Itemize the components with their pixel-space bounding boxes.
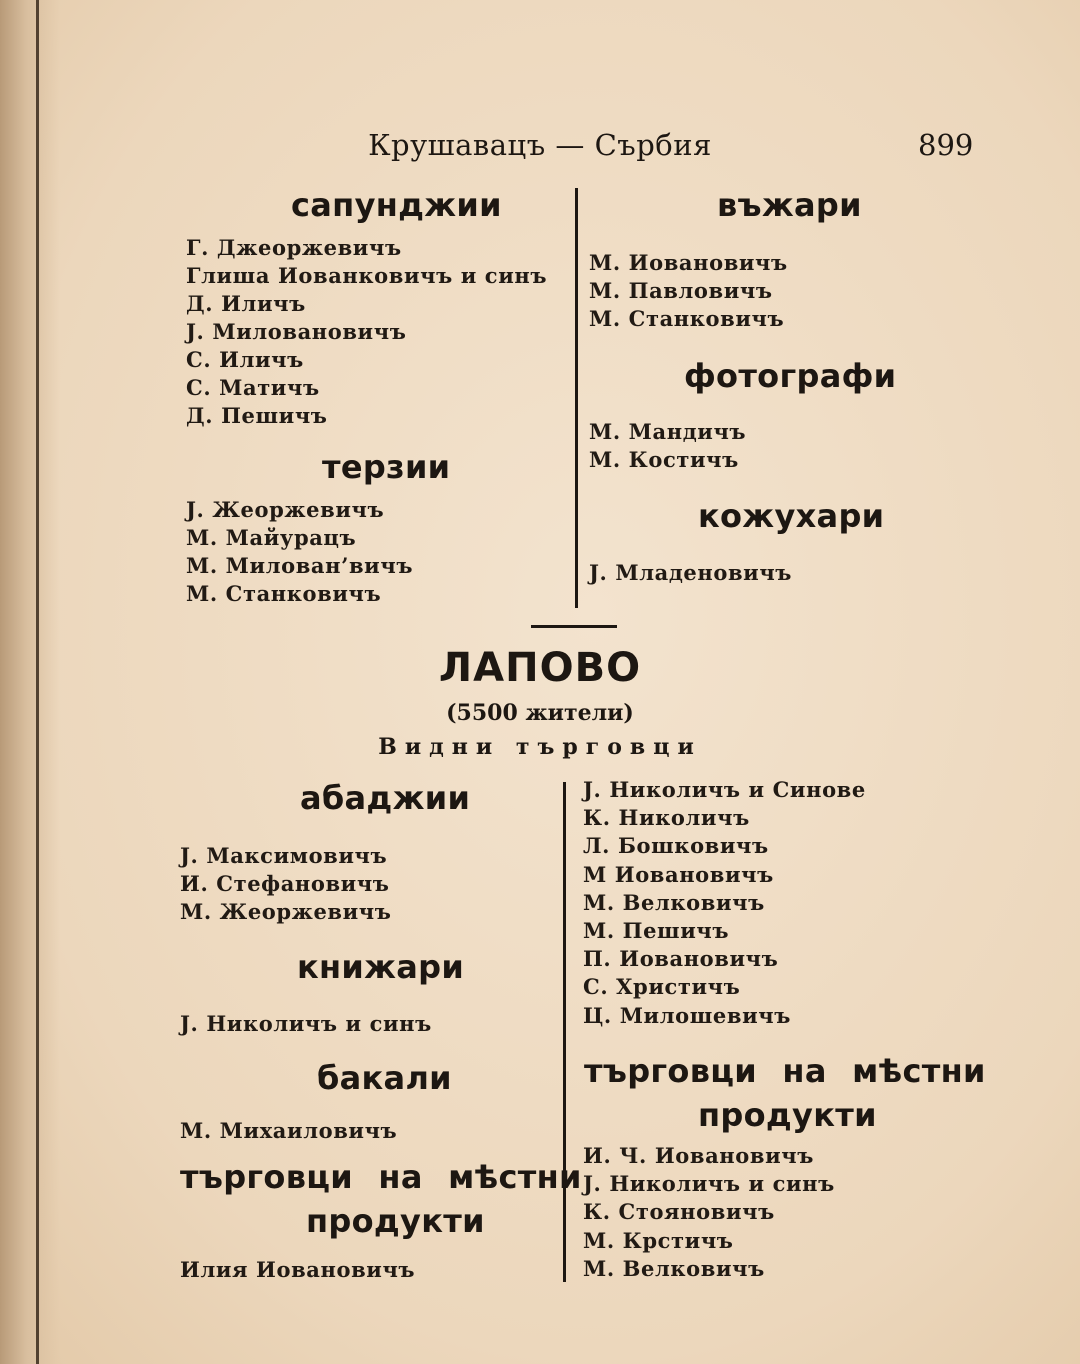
list-item: Г. Джеоржевичъ [186, 235, 402, 260]
list-item: Ј. Николичъ и синъ [583, 1171, 835, 1197]
heading-sapundzhii: сапунджии [291, 186, 502, 224]
list-terzii [186, 496, 413, 608]
list-kozhuhari [589, 559, 792, 587]
town-population: (5500 жители) [446, 700, 634, 726]
list-local-products-left [180, 1256, 415, 1284]
list-item: М. Велковичъ [583, 1255, 765, 1281]
heading-local-products-line1: търговци на мѣстни [180, 1158, 582, 1196]
heading-local-products-right-line1: търговци на мѣстни [584, 1052, 986, 1090]
list-item: Ј. Жеоржевичъ [186, 497, 385, 522]
running-header: Крушавацъ — Сърбия [368, 128, 712, 162]
bottom-column-divider [563, 782, 566, 1282]
list-item: М. Майурацъ [186, 525, 357, 550]
list-item: Ј. Николичъ и синъ [180, 1011, 432, 1036]
list-item: Д. Иличъ [186, 291, 306, 316]
list-item: М. Костичъ [589, 447, 739, 472]
list-abadzhii [180, 842, 391, 926]
list-item: Глиша Иованковичъ и синъ [186, 263, 548, 288]
heading-knizhari: книжари [297, 948, 465, 986]
list-item: М. Станковичъ [186, 581, 382, 606]
list-item: М Иовановичъ [583, 861, 774, 887]
heading-kozhuhari: кожухари [698, 497, 885, 535]
list-knizhari [180, 1010, 432, 1038]
list-item: Ј. Миловановичъ [186, 319, 407, 344]
list-lapovo-traders [583, 776, 866, 1030]
list-item: Ј. Младеновичъ [589, 560, 792, 585]
list-item: Д. Пешичъ [186, 403, 328, 428]
heading-fotografi: фотографи [684, 357, 897, 395]
list-item: Илия Иовановичъ [180, 1257, 416, 1282]
list-item: М. Павловичъ [589, 278, 773, 303]
list-item: Ц. Милошевичъ [583, 1002, 791, 1028]
list-item: М. Милован’вичъ [186, 553, 414, 578]
list-item: М. Иовановичъ [589, 250, 788, 275]
list-item: М. Велковичъ [583, 889, 765, 915]
list-item: К. Стояновичъ [583, 1199, 775, 1225]
heading-local-products-line2: продукти [306, 1202, 485, 1240]
list-item: Ј. Максимовичъ [180, 843, 388, 868]
list-item: М. Жеоржевичъ [180, 899, 392, 924]
page-number: 899 [918, 128, 974, 162]
heading-terzii: терзии [322, 448, 451, 486]
list-item: С. Матичъ [186, 375, 320, 400]
list-item: М. Крстичъ [583, 1227, 734, 1253]
heading-bakali: бакали [317, 1059, 452, 1097]
list-bakali [180, 1117, 397, 1145]
section-subtitle: Видни търговци [378, 734, 702, 760]
list-item: С. Христичъ [583, 974, 741, 1000]
list-fotografi [589, 418, 746, 474]
list-item: М. Пешичъ [583, 918, 730, 944]
list-vazhari [589, 249, 788, 333]
heading-abadzhii: абаджии [300, 779, 471, 817]
list-item: Л. Бошковичъ [583, 833, 769, 859]
list-item: П. Иовановичъ [583, 946, 779, 972]
list-item: С. Иличъ [186, 347, 304, 372]
list-item: Ј. Николичъ и Синове [583, 777, 866, 802]
list-item: К. Николичъ [583, 805, 750, 831]
list-local-products-right [583, 1142, 835, 1283]
heading-vazhari: въжари [717, 186, 862, 224]
list-item: М. Михаиловичъ [180, 1118, 398, 1143]
section-divider [531, 625, 617, 628]
town-name: ЛАПОВО [438, 645, 642, 691]
list-item: М. Мандичъ [589, 419, 747, 444]
top-column-divider [575, 188, 578, 608]
heading-local-products-right-line2: продукти [698, 1096, 877, 1134]
list-item: И. Стефановичъ [180, 871, 390, 896]
list-item: И. Ч. Иовановичъ [583, 1143, 814, 1168]
list-item: М. Станковичъ [589, 306, 785, 331]
list-sapundzhii [186, 234, 547, 430]
